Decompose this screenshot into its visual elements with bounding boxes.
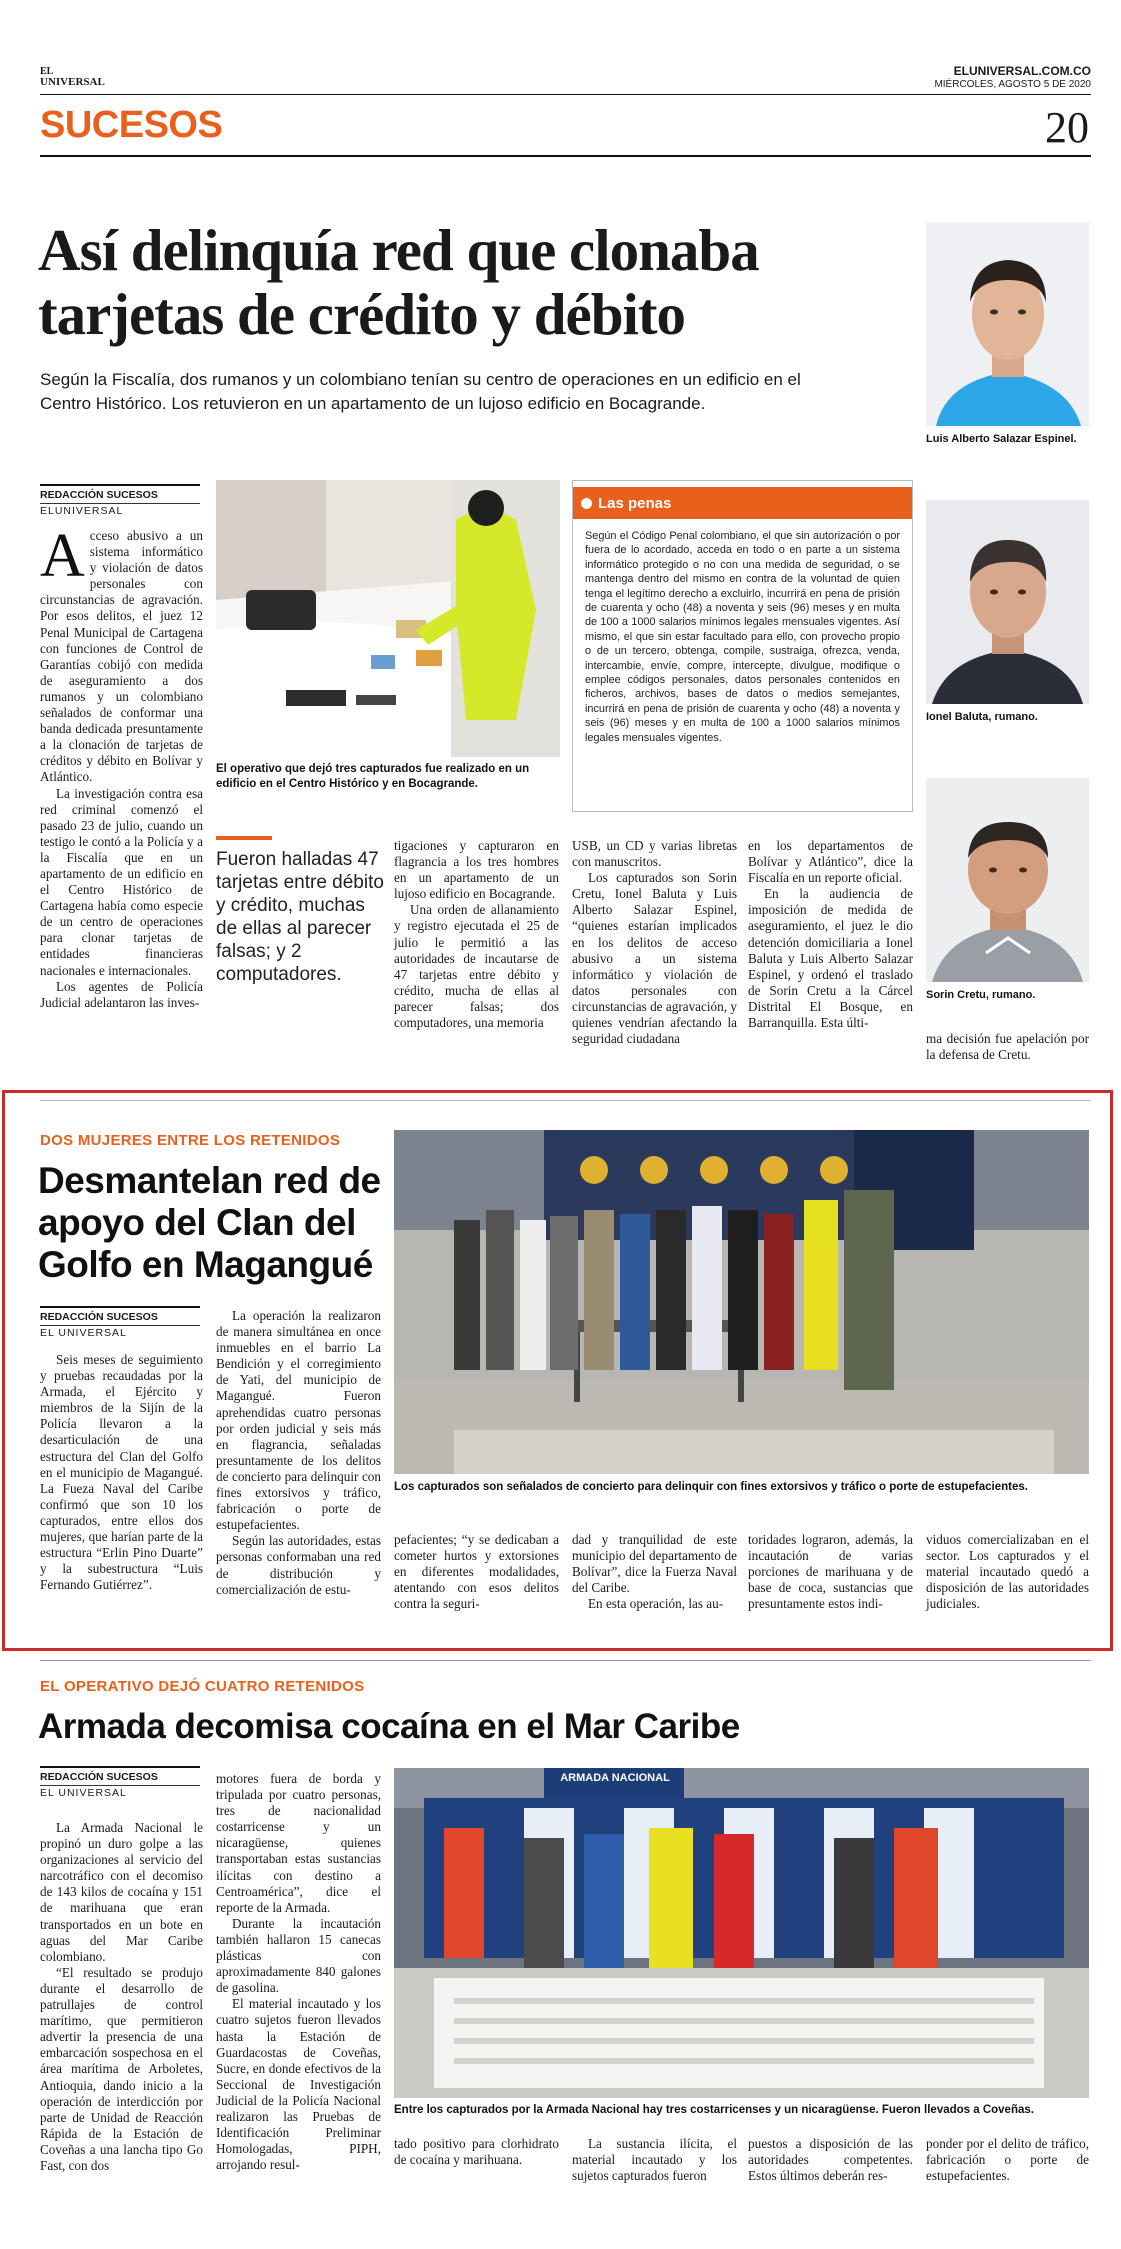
story1-dropcap: A [40,522,85,590]
story3-column-4 [572,2136,737,2184]
story3-col5-paragraph-1: puestos a disposición de las autoridades competentes. Estos últimos deberán res- [748,2136,913,2184]
story2-col2-paragraph-2: Según las autoridades, estas personas conformaban una red de distribución y comercialización de estu- [216,1533,381,1597]
story1-column-5 [748,838,913,1031]
story2-column-6 [926,1532,1089,1612]
story1-col3-paragraph-2: Una orden de allanamiento y registro ejecutada el 25 de julio le permitió a las autoridades de incautarse de 47 tarjetas entre débito y crédito, mucha de ellas al parecer falsas; dos computadores, una memoria [394,902,559,1031]
story2-headline [38,1160,388,1286]
penalties-sidebar [572,480,913,812]
story2-byline-name: REDACCIÓN SUCESOS [40,1311,158,1323]
story2-photo-image [394,1130,1089,1474]
portrait-salazar-image [926,222,1089,426]
story3-column-5 [748,2136,913,2184]
story2-headline-line2: apoyo del Clan del [38,1202,356,1243]
sidebar-bullet-icon [581,498,592,509]
story3-photo-image [394,1768,1089,2098]
story1-col1-paragraph-2: La investigación contra esa red criminal comenzó el pasado 23 de julio, cuando un testigo le contó a la Policía y a la Fiscalía que en un apartamento de un edificio en el Centro Histórico de Cartagena había como especie de un centro de operaciones para clonar tarjetas de entidades financieras nacionales e internacionales. [40,785,203,978]
story3-byline-name: REDACCIÓN SUCESOS [40,1771,158,1783]
sidebar-text: Según el Código Penal colombiano, el que sin autorización o por fuera de lo acordado, acceda en todo o en parte a un sistema informático protegido o no con una medida de seguridad, o se mantenga dentro del mismo en contra de la voluntad de quien tenga el legítimo derecho a excluirlo, incurrirá en pena de prisión de cuarenta y ocho (48) a noventa y seis (96) meses y en multa de 100 a 1000 salarios mínimos legales mensuales vigentes. Así mismo, el que sin estar facultado para ello, con provecho propio o de un tercero, obtenga, compile, sustraiga, ofrezca, venda, intercambie, envíe, compre, intercepte, divulgue, modifique o emplee códigos personales, datos personales contenidos en ficheros, archivos, bases de datos o medios semejantes, incurrirá en pena de prisión de cuarenta y ocho (48) a noventa y seis (96) meses y en multa de 100 a 1000 salarios mínimos legales mensuales vigentes. [585,530,900,744]
story3-col2-paragraph-2: Durante la incautación también hallaron 15 canecas plásticas con aproximadamente 840 galones de gasolina. [216,1915,381,1996]
story2-column-4 [572,1532,737,1612]
portrait-baluta-image [926,500,1089,704]
story2-byline [40,1306,200,1339]
portrait-salazar [926,222,1089,426]
story1-column-4 [572,838,737,1047]
story2-byline-org: EL UNIVERSAL [40,1325,200,1339]
story3-col3-paragraph-1: tado positivo para clorhidrato de cocaína y marihuana. [394,2136,559,2168]
story1-headline-line1: Así delinquía red que clonaba [38,217,759,283]
story1-pullquote: Fueron halladas 47 tarjetas entre débito y crédito, muchas de ellas al parecer falsas; y 2 computadores. [216,849,384,985]
story2-column-2 [216,1308,381,1598]
sidebar-title: Las penas [598,494,672,512]
paper-logo-line1: EL [40,66,54,77]
section-title: SUCESOS [40,104,223,146]
story1-photo [216,480,560,757]
story3-photo [394,1768,1089,2098]
story3-kicker: EL OPERATIVO DEJÓ CUATRO RETENIDOS [40,1678,365,1695]
portrait-salazar-caption: Luis Alberto Salazar Espinel. [926,433,1077,445]
story1-photo-caption: El operativo que dejó tres capturados fue realizado en un edificio en el Centro Histórico y en Bocagrande. [216,763,530,790]
page-number: 20 [1045,103,1089,152]
portrait-cretu-image [926,778,1089,982]
story1-col6-paragraph-1: ma decisión fue apelación por la defensa de Cretu. [926,1031,1089,1063]
portrait-baluta [926,500,1089,704]
story2-column-1 [40,1352,203,1593]
story3-byline-org: EL UNIVERSAL [40,1785,200,1799]
story1-column-1 [40,522,203,1011]
issue-date: MIÉRCOLES, AGOSTO 5 DE 2020 [934,79,1091,90]
story2-col6-paragraph-1: viduos comercializaban en el sector. Los capturados y el material incautado quedó a disposición de las autoridades judiciales. [926,1532,1089,1612]
story1-byline-name: REDACCIÓN SUCESOS [40,489,158,501]
story1-col1-paragraph-1 [40,522,203,786]
story2-top-rule [40,1100,1091,1101]
story2-headline-line3: Golfo en Magangué [38,1244,373,1285]
story1-col5-paragraph-2: En la audiencia de imposición de medida de aseguramiento, el juez le dio detención domiciliaria a Ionel Baluta y Luis Alberto Salazar Espinel, y ordenó el traslado de Sorin Cretu a la Cárcel Distrital El Bosque, en Barranquilla. Esta últi- [748,886,913,1031]
story1-pullquote-bar [216,836,272,840]
story1-deck-line2: Centro Histórico. Los retuvieron en un apartamento de un lujoso edificio en Bocagrande. [40,394,706,413]
story3-col6-paragraph-1: ponder por el delito de tráfico, fabricación o porte de estupefacientes. [926,2136,1089,2184]
story3-col1-paragraph-1: La Armada Nacional le propinó un duro golpe a las organizaciones al servicio del narcotráfico con el decomiso de 143 kilos de cocaína y 151 de marihuana que eran transportados en un bote en aguas del Mar Caribe colombiano. [40,1820,203,1964]
story1-col1-paragraph-1-text: cceso abusivo a un sistema informático y violación de datos personales con circunstancias de agravación. Por esos delitos, el juez 12 Penal Municipal de Cartagena con funciones de Control de Garantías cobijó con medida de aseguramiento a dos rumanos y un colombiano señalados de conformar una banda dedicada presuntamente a la clonación de tarjetas de créditos y débito en Bolívar y Atlántico. [40,528,203,785]
story1-headline-line2: tarjetas de crédito y débito [38,281,686,347]
story1-column-3 [394,838,559,1031]
story1-col4-paragraph-1: USB, un CD y varias libretas con manuscritos. [572,838,737,870]
story2-col4-paragraph-1: dad y tranquilidad de este municipio del departamento de Bolívar”, dice la Fuerza Naval del Caribe. [572,1532,737,1596]
story3-column-1 [40,1820,203,2174]
site-url: ELUNIVERSAL.COM.CO [953,64,1091,78]
story1-headline [38,218,759,346]
story2-col1-paragraph-1: Seis meses de seguimiento y pruebas recaudadas por la Armada, el Ejército y miembros de la Sijín de la Policía llevaron a la desarticulación de una estructura del Clan del Golfo en el municipio de Magangué. La Fueza Naval del Caribe confirmó que son 10 los capturados, entre ellos dos mujeres, que harían parte de la estructura “Erlin Pino Duarte” y la subestructura “Luis Fernando Gutiérrez”. [40,1352,203,1593]
story2-col2-paragraph-1: La operación la realizaron de manera simultánea en once inmuebles en el barrio La Bendición y el corregimiento de Yati, del municipio de Magangué. Fueron aprehendidas cuatro personas por orden judicial y seis más en flagrancia, señaladas presuntamente de los delitos de concierto para delinquir con fines extorsivos y tráfico, fabricación o porte de estupefacientes. [216,1308,381,1533]
story1-col5-paragraph-1: en los departamentos de Bolívar y Atlántico”, dice la Fiscalía en un reporte oficial. [748,838,913,886]
portrait-cretu-caption: Sorin Cretu, rumano. [926,989,1036,1001]
story3-top-rule [40,1660,1091,1661]
story1-column-6 [926,1031,1089,1063]
story2-headline-line1: Desmantelan red de [38,1160,381,1201]
story2-photo [394,1130,1089,1474]
story1-col1-paragraph-3: Los agentes de Policía Judicial adelantaron las inves- [40,978,203,1010]
sidebar-header [573,487,912,519]
portrait-baluta-caption: Ionel Baluta, rumano. [926,711,1038,723]
story3-column-2 [216,1771,381,2173]
story2-photo-caption: Los capturados son señalados de concierto para delinquir con fines extorsivos y tráfico o porte de estupefacientes. [394,1481,1028,1493]
masthead-rule [40,94,1091,95]
story1-byline-org: ELUNIVERSAL [40,503,200,517]
story1-deck-line1: Según la Fiscalía, dos rumanos y un colombiano tenían su centro de operaciones en un edificio en el [40,370,801,389]
story3-col2-paragraph-3: El material incautado y los cuatro sujetos fueron llevados hasta la Estación de Guardacostas de Coveñas, Sucre, en donde efectivos de la Seccional de Investigación Judicial de la Policía Nacional realizaron las Pruebas de Identificación Preliminar Homologadas, PIPH, arrojando resul- [216,1996,381,2173]
story3-photo-banner: ARMADA NACIONAL [560,1772,670,1784]
story2-col4-paragraph-2: En esta operación, las au- [588,1596,724,1612]
story3-col2-paragraph-1: motores fuera de borda y tripulada por cuatro personas, tres de nacionalidad costarricense y un nicaragüense, quienes transportaban estas sustancias ilícitas con destino a Centroamérica”, dice el reporte de la Armada. [216,1771,381,1915]
story3-photo-caption: Entre los capturados por la Armada Nacional hay tres costarricenses y un nicaragüense. Fueron llevados a Coveñas. [394,2104,1034,2116]
story2-col3-paragraph-1: pefacientes; “y se dedicaban a cometer hurtos y extorsiones en diferentes modalidades, atentando con esos delitos contra la seguri- [394,1532,559,1612]
story2-kicker: DOS MUJERES ENTRE LOS RETENIDOS [40,1132,341,1149]
story2-column-5 [748,1532,913,1612]
paper-logo [40,66,105,88]
story1-photo-image [216,480,560,757]
paper-logo-line2: UNIVERSAL [40,76,105,88]
portrait-cretu [926,778,1089,982]
story3-column-6 [926,2136,1089,2184]
story3-headline: Armada decomisa cocaína en el Mar Caribe [38,1707,740,1746]
story1-deck [40,368,920,416]
story3-col1-paragraph-2: “El resultado se produjo durante el desarrollo de patrullajes de control marítimo, que permitieron advertir la presencia de una embarcación sospechosa en el área marítima de Arboletes, Antioquia, dando inicio a la operación de interdicción por parte de Unidad de Reacción Rápida de la Estación de Coveñas a una lancha tipo Go Fast, con dos [40,1964,203,2173]
story3-byline [40,1766,200,1799]
story1-col4-paragraph-2: Los capturados son Sorin Cretu, Ionel Baluta y Luis Alberto Salazar Espinel, “quienes estarían implicados en los delitos de acceso abusivo a un sistema informático y violación de datos personales con circunstancias de agravación, y quienes vendrían afectando la seguridad ciudadana [572,870,737,1047]
story1-col3-paragraph-1: tigaciones y capturaron en flagrancia a los tres hombres en un apartamento de un lujoso edificio en Bocagrande. [394,838,559,902]
story3-column-3 [394,2136,559,2168]
story2-col5-paragraph-1: toridades lograron, además, la incautación de varias porciones de marihuana y de base de coca, sustancias que presuntamente estos indi- [748,1532,913,1612]
section-rule [40,155,1091,157]
story3-col4-paragraph-1: La sustancia ilícita, el material incautado y los sujetos capturados fueron [572,2136,737,2184]
story1-byline [40,484,200,517]
story2-column-3 [394,1532,559,1612]
